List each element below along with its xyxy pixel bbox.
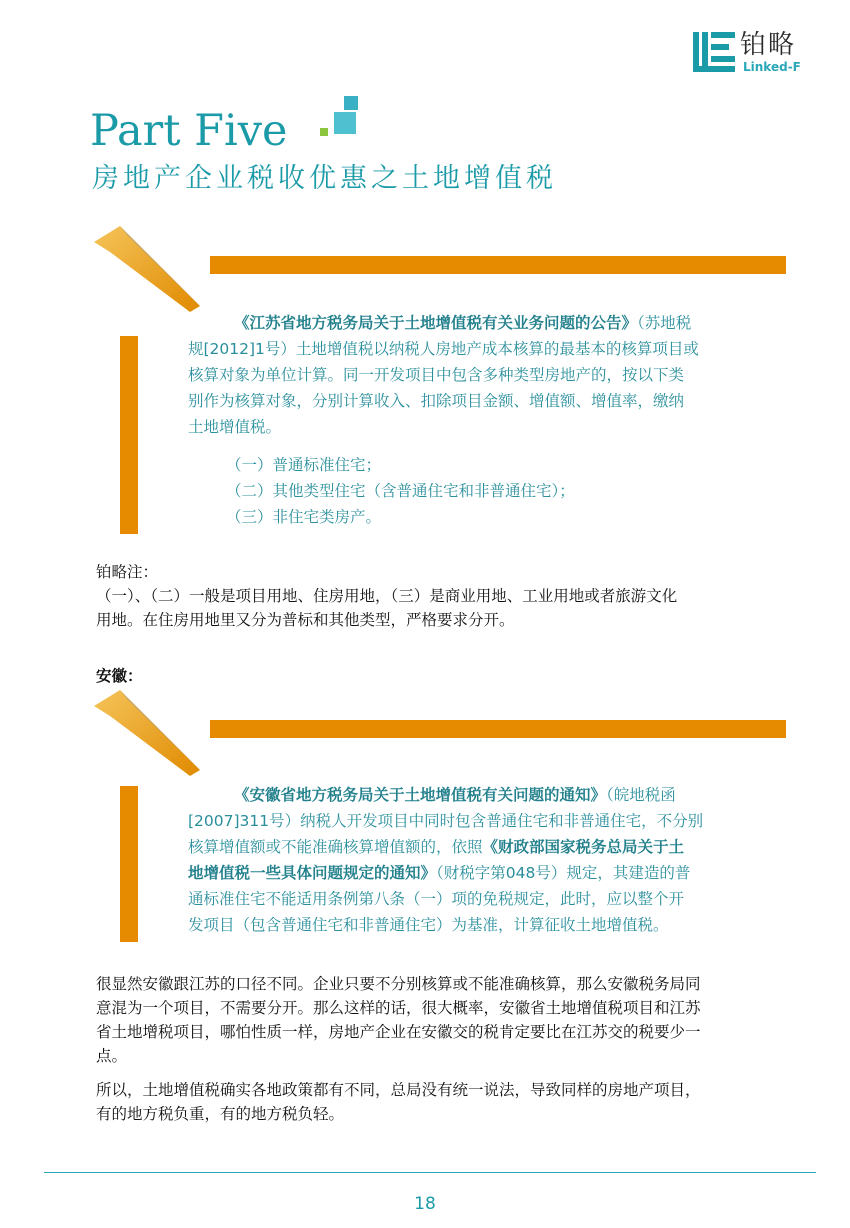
logo [693, 32, 735, 72]
list-item: （一）普通标准住宅； [226, 456, 382, 474]
callout-text-1: 《江苏省地方税务局关于土地增值税有关业务问题的公告》（苏地税 规[2012]1号）土地增值税以纳税人房地产成本核算的最基本的核算项目或 核算对象为单位计算。同一开发项目中包含多种类型房地产的，按以下类 别作为核算对象，分别计算收入、扣除项目金额、增值额、增值率，缴纳 土地增值税。 [188, 314, 699, 436]
logo-mark-icon [693, 32, 735, 72]
paragraph-comparison: 很显然安徽跟江苏的口径不同。企业只要不分别核算或不能准确核算，那么安徽税务局同 意混为一个项目，不需要分开。那么这样的话，很大概率，安徽省土地增值税项目和江苏 省土地增税项目，哪怕性质一样，房地产企业在安徽交的税肯定要比在江苏交的税要少一 点。 [96, 975, 701, 1065]
arrow-decoration-icon [90, 222, 210, 318]
note-block: 铂略注： （一）、（二）一般是项目用地、住房用地，（三）是商业用地、工业用地或者旅游文化 用地。在住房用地里又分为普标和其他类型，严格要求分开。 [96, 560, 796, 632]
callout-list-1 [226, 452, 786, 530]
callout-left-bar [120, 786, 138, 942]
arrow-decoration-icon [90, 686, 210, 782]
part-title: Part Five [90, 106, 288, 156]
callout-left-bar [120, 336, 138, 534]
logo-subtext: Linked-F [743, 60, 801, 74]
section-subtitle: 房地产企业税收优惠之土地增值税 [92, 163, 557, 194]
page-number: 18 [414, 1194, 436, 1214]
doc-title-jiangsu: 《江苏省地方税务局关于土地增值税有关业务问题的公告》 [234, 314, 638, 332]
callout-top-bar [210, 720, 786, 738]
footer-divider [44, 1172, 816, 1173]
note-label: 铂略注： [96, 563, 159, 581]
list-item: （二）其他类型住宅（含普通住宅和非普通住宅）； [226, 482, 575, 500]
doc-title-anhui: 《安徽省地方税务局关于土地增值税有关问题的通知》 [234, 786, 607, 804]
callout-text-2: 《安徽省地方税务局关于土地增值税有关问题的通知》（皖地税函 [2007]311号）纳税人开发项目中同时包含普通住宅和非普通住宅，不分别 核算增值额或不能准确核算增值额的，依照《财政部国家税务总局关于土 地增值税一些具体问题规定的通知》（财税字第048号）规定，其建造的普 通标准住宅不能适用条例第八条（一）项的免税规定，此时，应以整个开 发项目（包含普通住宅和非普通住宅）为基准，计算征收土地增值税。 [188, 786, 704, 934]
callout-top-bar [210, 256, 786, 274]
paragraph-conclusion: 所以，土地增值税确实各地政策都有不同，总局没有统一说法，导致同样的房地产项目， 有的地方税负重，有的地方税负轻。 [96, 1081, 701, 1123]
logo-text: 铂略 [740, 30, 797, 60]
anhui-label: 安徽： [96, 667, 143, 685]
decorative-squares-icon [316, 96, 366, 142]
list-item: （三）非住宅类房产。 [226, 508, 382, 526]
